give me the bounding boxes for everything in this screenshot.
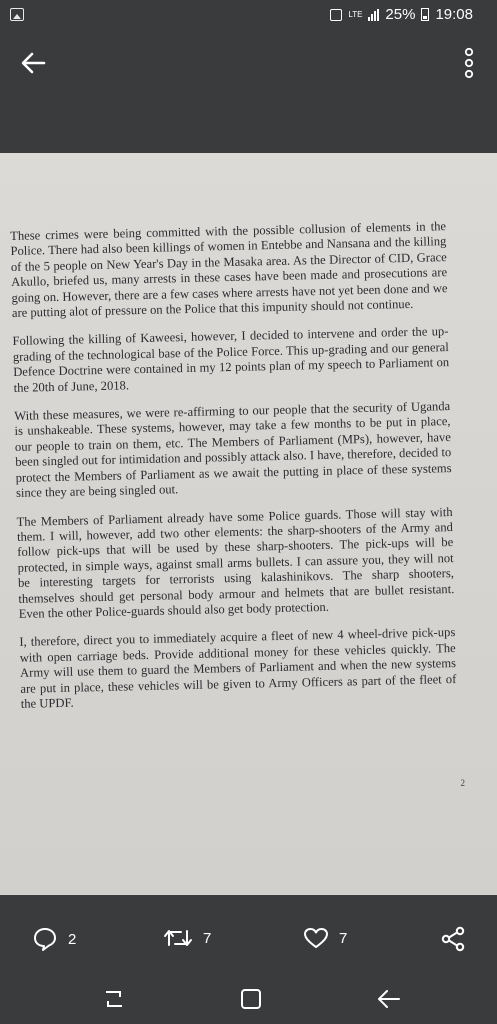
arrow-left-icon — [18, 48, 48, 78]
like-button[interactable] — [303, 926, 347, 950]
recents-icon — [100, 986, 128, 1012]
signal-icon — [368, 9, 379, 21]
clock: 19:08 — [435, 6, 473, 23]
reply-count: 2 — [68, 930, 77, 948]
app-bar — [0, 32, 497, 92]
document-photo[interactable] — [0, 153, 497, 895]
page-number: 2 — [460, 778, 465, 788]
more-vertical-icon — [457, 46, 481, 80]
status-right — [330, 6, 473, 23]
paragraph-5: I, therefore, direct you to immediately acquire a fleet of new 4 wheel-drive pick-ups with open carriage beds. Provide additional money for these vehicles quickly. The Army will use them to guard the Members of Parliament and when the new systems are put in place, these vehicles will be given to Army Officers as part of the fleet of the UPDF. — [19, 625, 457, 711]
network-type: LTE — [348, 9, 363, 19]
battery-percent: 25% — [385, 6, 416, 23]
paragraph-4: The Members of Parliament already have some Police guards. Those will stay with them. I will, however, add two other elements: the sharp-shooters of the Army and follow pick-ups that will be used by these sharp-shooters. The pick-ups will be protected, in simple ways, against small arms bullets. I can assure you, they will not be interesting targets for terrorists using kalashinikovs. The sharp shooters, themselves should get personal body armour and helmets that are bullet resistant. Even the other Police-guards should also get body protection. — [16, 504, 455, 621]
more-options-button[interactable] — [457, 46, 481, 80]
paragraph-3: With these measures, we were re-affirming to our people that the security of Uganda is unshakeable. These systems, however, may take a few months to be put in place, our people to train on them, etc. The Members of Parliament (MPs), however, have been singled out for intimidation and possibly attack also. I have, therefore, decided to protect the Members of Parliament as we await the putting in place of these systems since they are being singled out. — [14, 399, 452, 501]
heart-icon — [303, 926, 329, 950]
share-button[interactable] — [440, 926, 466, 952]
comment-icon — [32, 926, 58, 952]
status-bar — [0, 0, 497, 32]
paragraph-1: These crimes were being committed with the possible collusion of elements in the Police. There had also been killings of women in Entebbe and Nansana and the killing of the 5 people on New Year's Day in the Masaka area. As the Director of CID, Grace Akullo, briefed us, many arrests in these cases have been made and prosecutions are going on. However, there are a few cases where arrests have not yet been done and we are putting alot of pressure on the Police that this impunity should not continue. — [10, 219, 448, 321]
recents-button[interactable] — [100, 986, 128, 1012]
like-count: 7 — [339, 929, 348, 947]
battery-icon — [421, 8, 429, 21]
home-button[interactable] — [237, 986, 265, 1012]
retweet-button[interactable] — [163, 926, 211, 950]
retweet-count: 7 — [203, 929, 212, 947]
paragraph-2: Following the killing of Kaweesi, however, I decided to intervene and order the up-grading of the technological base of the Police Force. This up-grading and our general Defence Doctrine were contained in my 12 points plan of my speech to Parliament on the 20th of June, 2018. — [12, 324, 450, 395]
lock-icon — [330, 9, 342, 21]
home-icon — [237, 986, 265, 1012]
gallery-notification-icon — [10, 8, 24, 21]
share-icon — [440, 926, 466, 952]
back-button[interactable] — [18, 48, 54, 78]
reply-button[interactable] — [32, 926, 76, 952]
nav-back-button[interactable] — [375, 986, 403, 1012]
retweet-icon — [163, 926, 193, 950]
document-page — [10, 219, 457, 725]
tweet-actions — [0, 918, 497, 960]
nav-back-icon — [375, 986, 403, 1012]
system-nav-bar — [0, 972, 497, 1024]
